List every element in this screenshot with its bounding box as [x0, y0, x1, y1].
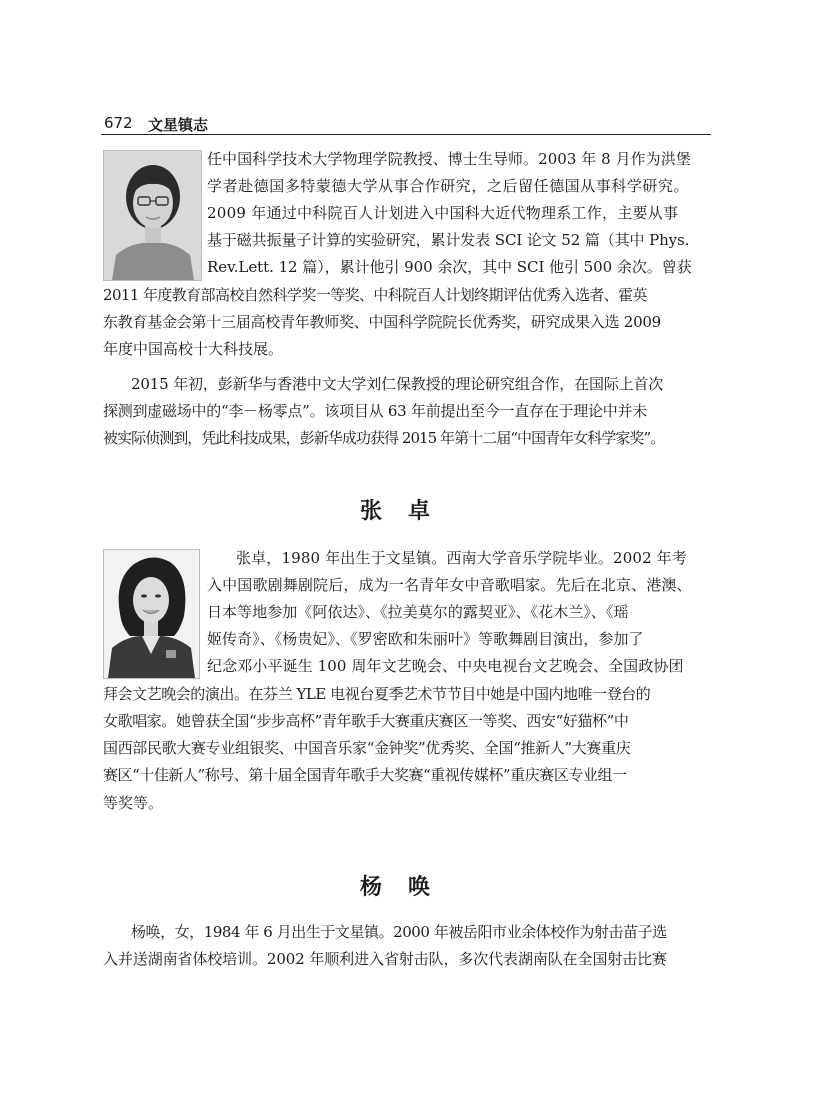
text-line: Rev.Lett. 12 篇），累计他引 900 余次，其中 SCI 他引 500 余次。曾获: [207, 258, 692, 276]
page-header: [101, 112, 711, 135]
text-line: 杨唤，女，1984 年 6 月出生于文星镇。2000 年被岳阳市业余体校作为射击苗子选: [131, 923, 667, 941]
text-line: 赛区“十佳新人”称号、第十届全国青年歌手大奖赛“重视传媒杯”重庆赛区专业组一: [103, 766, 627, 784]
text-line: 张卓，1980 年出生于文星镇。西南大学音乐学院毕业。2002 年考: [236, 549, 687, 567]
text-line: 探测到虚磁场中的“李－杨零点”。该项目从 63 年前提出至今一直存在于理论中并未: [103, 402, 647, 420]
text-line: 等奖等。: [103, 794, 164, 812]
text-line: 2011 年度教育部高校自然科学奖一等奖、中科院百人计划终期评估优秀入选者、霍英: [103, 286, 647, 304]
text-line: 入并送湖南省体校培训。2002 年顺利进入省射击队，多次代表湖南队在全国射击比赛: [103, 950, 667, 968]
portrait-image: [104, 151, 201, 280]
portrait-image: [104, 550, 199, 678]
book-title: 文星镇志: [148, 116, 209, 134]
text-line: 日本等地参加《阿依达》、《拉美莫尔的露契亚》、《花木兰》、《瑶: [207, 603, 629, 621]
text-line: 年度中国高校十大科技展。: [103, 340, 284, 358]
portrait-photo-zhang: [103, 549, 200, 679]
text-line: 女歌唱家。她曾获全国“步步高杯”青年歌手大赛重庆赛区一等奖、西安“好猫杯”中: [103, 712, 629, 730]
text-line: 基于磁共振量子计算的实验研究，累计发表 SCI 论文 52 篇（其中 Phys.: [207, 231, 690, 249]
text-line: 任中国科学技术大学物理学院教授、博士生导师。2003 年 8 月作为洪堡: [207, 150, 691, 168]
text-line: 入中国歌剧舞剧院后，成为一名青年女中音歌唱家。先后在北京、港澳、: [207, 576, 692, 594]
text-line: 2009 年通过中科院百人计划进入中国科大近代物理系工作，主要从事: [207, 204, 679, 222]
text-line: 东教育基金会第十三届高校青年教师奖、中国科学院院长优秀奖，研究成果入选 2009: [103, 313, 661, 331]
text-line: 姬传奇》、《杨贵妃》、《罗密欧和朱丽叶》等歌舞剧目演出，参加了: [207, 630, 644, 648]
text-line: 2015 年初，彭新华与香港中文大学刘仁保教授的理论研究组合作，在国际上首次: [131, 375, 664, 393]
text-line: 拜会文艺晚会的演出。在芬兰 YLE 电视台夏季艺术节节目中她是中国内地唯一登台的: [103, 685, 651, 703]
section-title-yang: 杨唤: [359, 875, 456, 900]
text-line: 国西部民歌大赛专业组银奖、中国音乐家“金钟奖”优秀奖、全国“推新人”大赛重庆: [103, 739, 631, 757]
portrait-photo-peng: [103, 150, 202, 281]
section-title-zhang: 张卓: [359, 499, 456, 524]
text-line: 学者赴德国多特蒙德大学从事合作研究，之后留任德国从事科学研究。: [207, 177, 690, 195]
text-line: 纪念邓小平诞生 100 周年文艺晚会、中央电视台文艺晚会、全国政协团: [207, 657, 684, 675]
page-number: 672: [104, 114, 133, 132]
text-line: 被实际侦测到，凭此科技成果，彭新华成功获得 2015 年第十二届“中国青年女科学家奖”。: [103, 429, 665, 447]
